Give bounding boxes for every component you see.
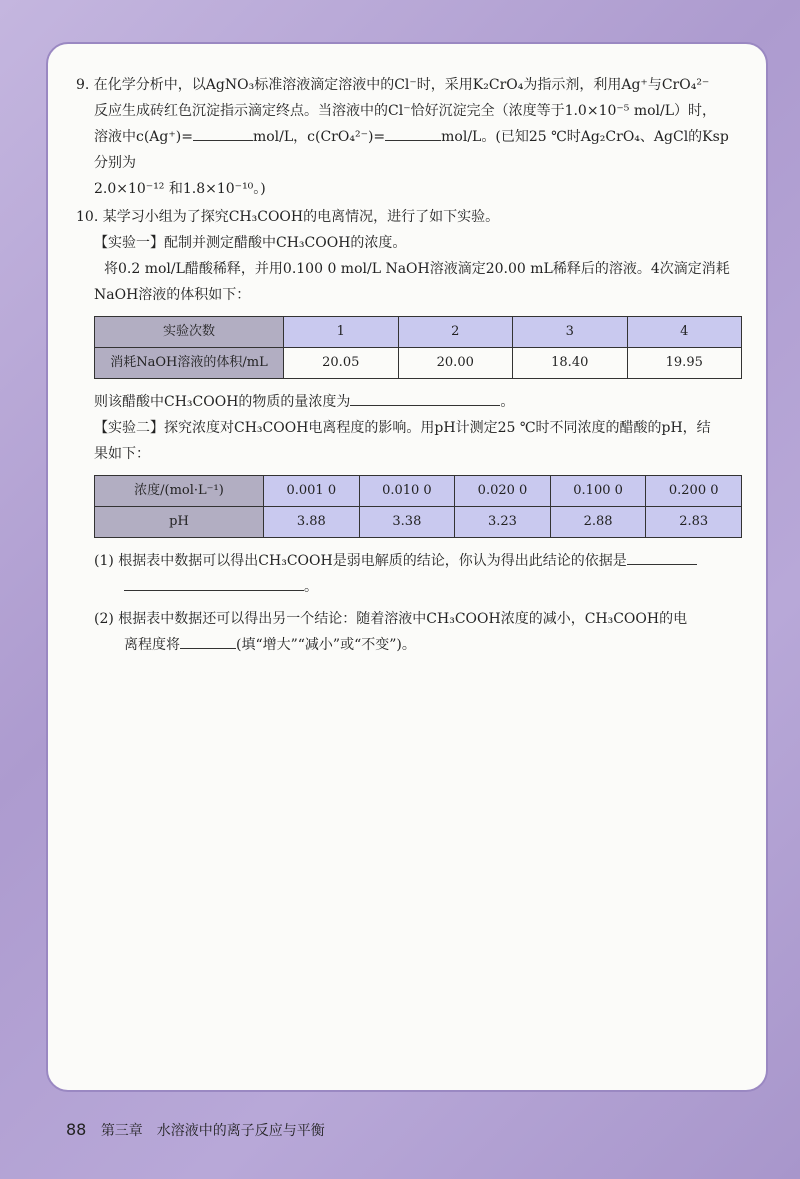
content xyxy=(76,72,742,658)
table-head-cell: 实验次数 xyxy=(95,317,284,348)
exp2-title: 【实验二】探究浓度对CH₃COOH电离程度的影响。用pH计测定25 ℃时不同浓度的醋酸的pH，结 xyxy=(94,420,711,436)
sub2-text-c: (填“增大”“减小”或“不变”)。 xyxy=(236,637,416,653)
titration-table xyxy=(94,316,742,379)
table-row xyxy=(95,348,742,379)
table-cell: 20.05 xyxy=(284,348,399,379)
answer-blank-basis-2[interactable] xyxy=(124,574,304,591)
page-number: 88 xyxy=(66,1120,87,1139)
q9-line1: 9. 在化学分析中，以AgNO₃标准溶液滴定溶液中的Cl⁻时，采用K₂CrO₄为指示剂，利用Ag⁺与CrO₄²⁻ xyxy=(76,77,710,93)
q9-line3a: 溶液中c(Ag⁺)= xyxy=(94,129,193,145)
table-cell: 2.88 xyxy=(550,507,646,538)
sub2-line1: (2) 根据表中数据还可以得出另一个结论：随着溶液中CH₃COOH浓度的减小，CH₃COOH的电 xyxy=(94,611,688,627)
table-cell: 3 xyxy=(513,317,628,348)
q10-title: 10. 某学习小组为了探究CH₃COOH的电离情况，进行了如下实验。 xyxy=(76,209,500,225)
sub2-line2 xyxy=(76,632,742,658)
table-cell: 19.95 xyxy=(627,348,742,379)
answer-blank-concentration[interactable] xyxy=(350,389,500,406)
table2-wrap xyxy=(76,475,742,538)
q9-line4: 2.0×10⁻¹² 和1.8×10⁻¹⁰。) xyxy=(94,181,266,197)
exp1-title: 【实验一】配制并测定醋酸中CH₃COOH的浓度。 xyxy=(94,235,407,251)
sub1-line1 xyxy=(76,548,742,574)
table-cell: 0.001 0 xyxy=(264,476,360,507)
sub1-end: 。 xyxy=(304,579,318,595)
table-cell: 4 xyxy=(627,317,742,348)
exp2-title2: 果如下： xyxy=(94,446,150,462)
table-cell: 0.100 0 xyxy=(550,476,646,507)
page-sheet xyxy=(46,42,768,1092)
table-row xyxy=(95,317,742,348)
table-cell: 18.40 xyxy=(513,348,628,379)
table1-wrap xyxy=(76,316,742,379)
table-cell: 0.010 0 xyxy=(359,476,455,507)
sub1-text: (1) 根据表中数据可以得出CH₃COOH是弱电解质的结论，你认为得出此结论的依据是 xyxy=(94,553,627,569)
sub2-text-b: 离程度将 xyxy=(124,637,180,653)
table-cell: 3.23 xyxy=(455,507,551,538)
q9-line2: 反应生成砖红色沉淀指示滴定终点。当溶液中的Cl⁻恰好沉淀完全（浓度等于1.0×10⁻⁵ mol/L）时， xyxy=(94,103,717,119)
answer-blank-degree[interactable] xyxy=(180,632,236,649)
exp1-result-b: 。 xyxy=(500,394,515,410)
table-cell: 2.83 xyxy=(646,507,742,538)
table-row xyxy=(95,476,742,507)
table-head-cell: pH xyxy=(95,507,264,538)
exp1-result xyxy=(76,389,742,415)
answer-blank-ag[interactable] xyxy=(193,124,253,141)
table-cell: 1 xyxy=(284,317,399,348)
q9-line3 xyxy=(76,124,742,176)
table-cell: 0.020 0 xyxy=(455,476,551,507)
ph-table xyxy=(94,475,742,538)
chapter-title: 第三章 水溶液中的离子反应与平衡 xyxy=(100,1123,325,1139)
answer-blank-cro4[interactable] xyxy=(385,124,441,141)
answer-blank-basis-1[interactable] xyxy=(627,548,697,565)
sub1-line2 xyxy=(76,574,742,600)
exp1-desc1: 将0.2 mol/L醋酸稀释，并用0.100 0 mol/L NaOH溶液滴定20.00 mL稀释后的溶液。4次滴定消耗 xyxy=(104,261,730,277)
table-head-cell: 消耗NaOH溶液的体积/mL xyxy=(95,348,284,379)
table-cell: 0.200 0 xyxy=(646,476,742,507)
table-cell: 20.00 xyxy=(398,348,513,379)
table-row xyxy=(95,507,742,538)
q9-line3c: mol/L。(已知25 ℃时Ag₂CrO₄、AgCl的Ksp分别为 xyxy=(94,129,729,171)
table-head-cell: 浓度/(mol·L⁻¹) xyxy=(95,476,264,507)
table-cell: 3.38 xyxy=(359,507,455,538)
exp1-result-a: 则该醋酸中CH₃COOH的物质的量浓度为 xyxy=(94,394,351,410)
q9-line3b: mol/L，c(CrO₄²⁻)= xyxy=(252,129,386,145)
exp1-desc2: NaOH溶液的体积如下： xyxy=(94,287,251,303)
table-cell: 3.88 xyxy=(264,507,360,538)
table-cell: 2 xyxy=(398,317,513,348)
page-footer xyxy=(66,1120,325,1140)
